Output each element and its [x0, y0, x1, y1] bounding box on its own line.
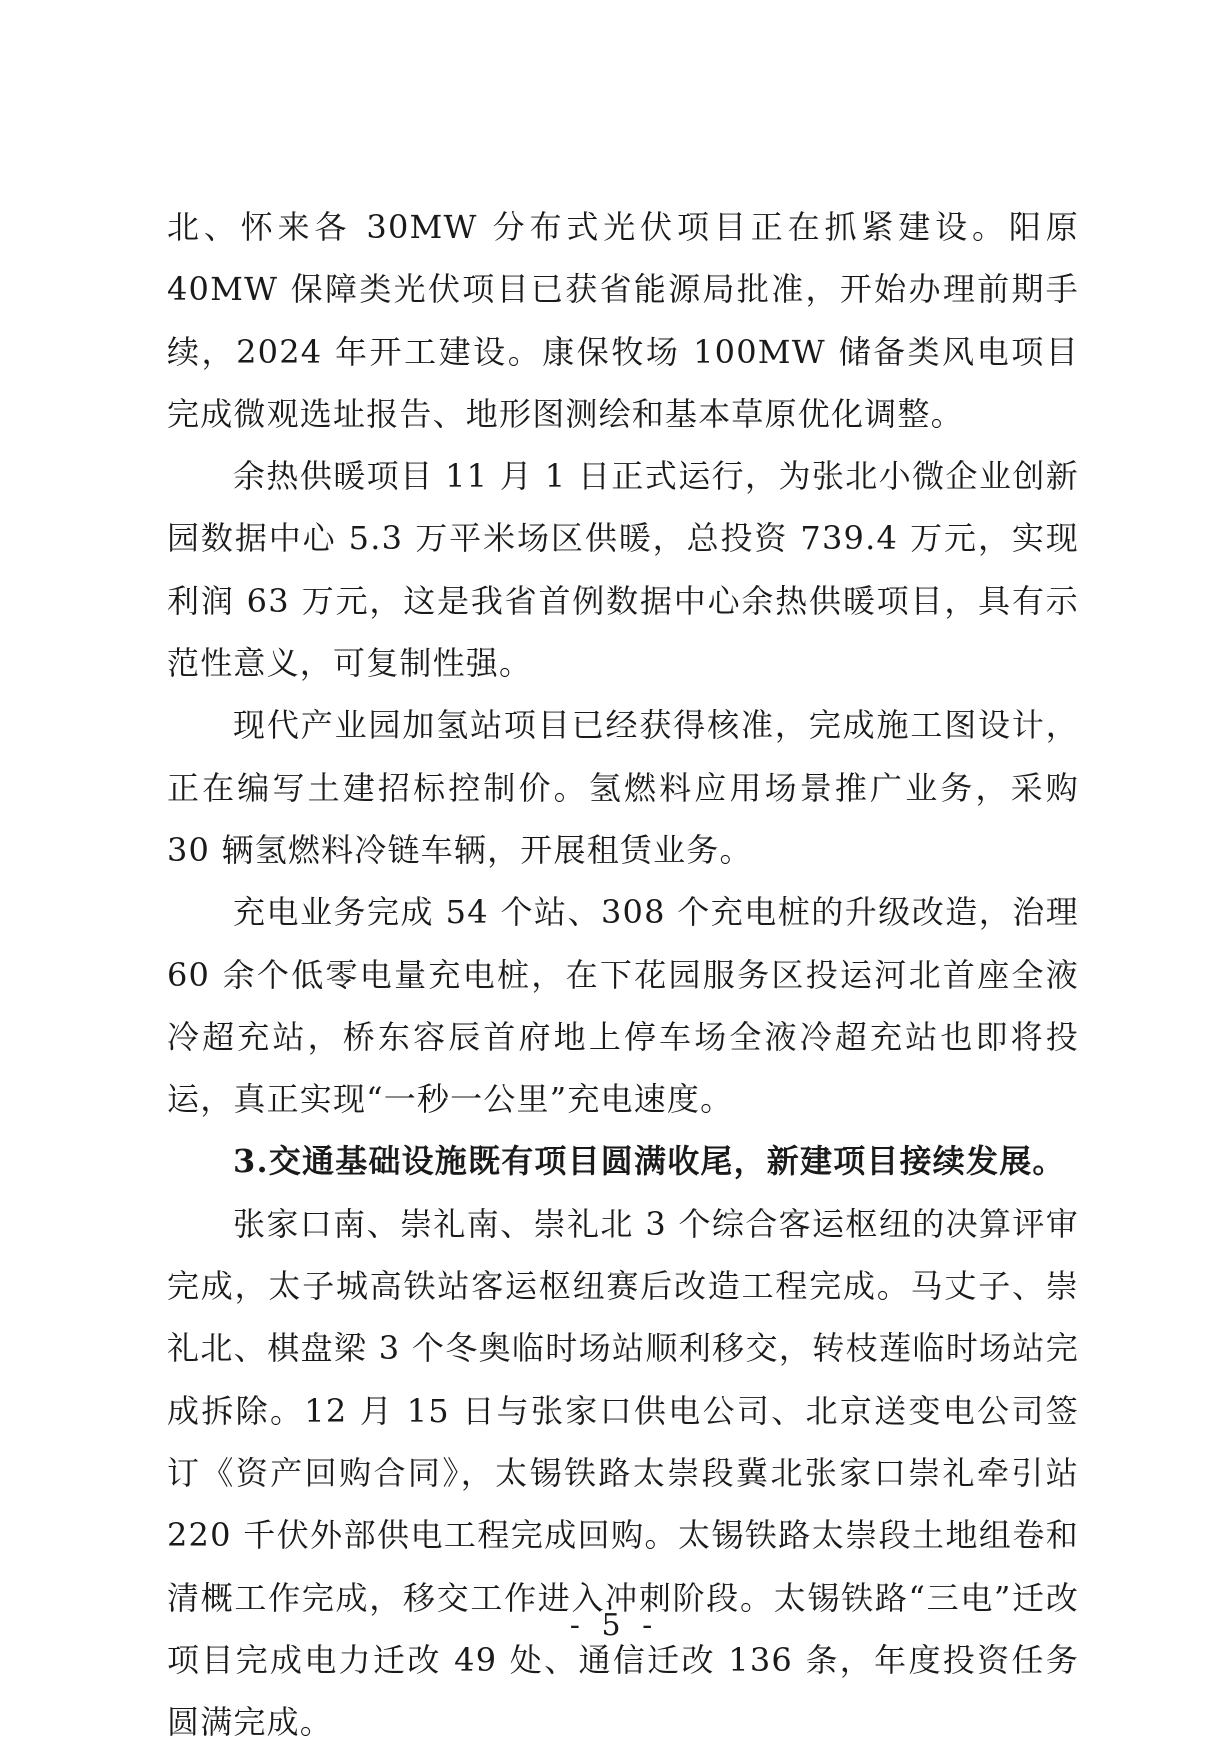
- paragraph-solar-wind-projects: 北、怀来各 30MW 分布式光伏项目正在抓紧建设。阳原 40MW 保障类光伏项目已获省能源局批准，开始办理前期手续，2024 年开工建设。康保牧场 100MW 储备类风电项目完成微观选址报告、地形图测绘和基本草原优化调整。: [167, 208, 1079, 433]
- document-body: [167, 196, 1079, 1753]
- paragraph-waste-heat-heating: 余热供暖项目 11 月 1 日正式运行，为张北小微企业创新园数据中心 5.3 万平米场区供暖，总投资 739.4 万元，实现利润 63 万元，这是我省首例数据中心余热供暖项目，具有示范性意义，可复制性强。: [167, 457, 1079, 683]
- page-number: - 5 -: [569, 1608, 659, 1643]
- paragraph-transport-hubs: 张家口南、崇礼南、崇礼北 3 个综合客运枢纽的决算评审完成，太子城高铁站客运枢纽赛后改造工程完成。马丈子、崇礼北、棋盘梁 3 个冬奥临时场站顺利移交，转枝莲临时场站完成拆除。12 月 15 日与张家口供电公司、北京送变电公司签订《资产回购合同》，太锡铁路太崇段冀北张家口崇礼牵引站 220 千伏外部供电工程完成回购。太锡铁路太崇段土地组卷和清概工作完成，移交工作进入冲刺阶段。太锡铁路“三电”迁改项目完成电力迁改 49 处、通信迁改 136 条，年度投资任务圆满完成。: [167, 1204, 1079, 1742]
- paragraph-charging-business: 充电业务完成 54 个站、308 个充电桩的升级改造，治理 60 余个低零电量充电桩，在下花园服务区投运河北首座全液冷超充站，桥东容辰首府地上停车场全液冷超充站也即将投运，真正实现“一秒一公里”充电速度。: [167, 893, 1079, 1119]
- paragraph-hydrogen-station: 现代产业园加氢站项目已经获得核准，完成施工图设计，正在编写土建招标控制价。氢燃料应用场景推广业务，采购 30 辆氢燃料冷链车辆，开展租赁业务。: [167, 706, 1079, 869]
- section-heading-transport-infrastructure: 3.交通基础设施既有项目圆满收尾，新建项目接续发展。: [233, 1142, 1066, 1181]
